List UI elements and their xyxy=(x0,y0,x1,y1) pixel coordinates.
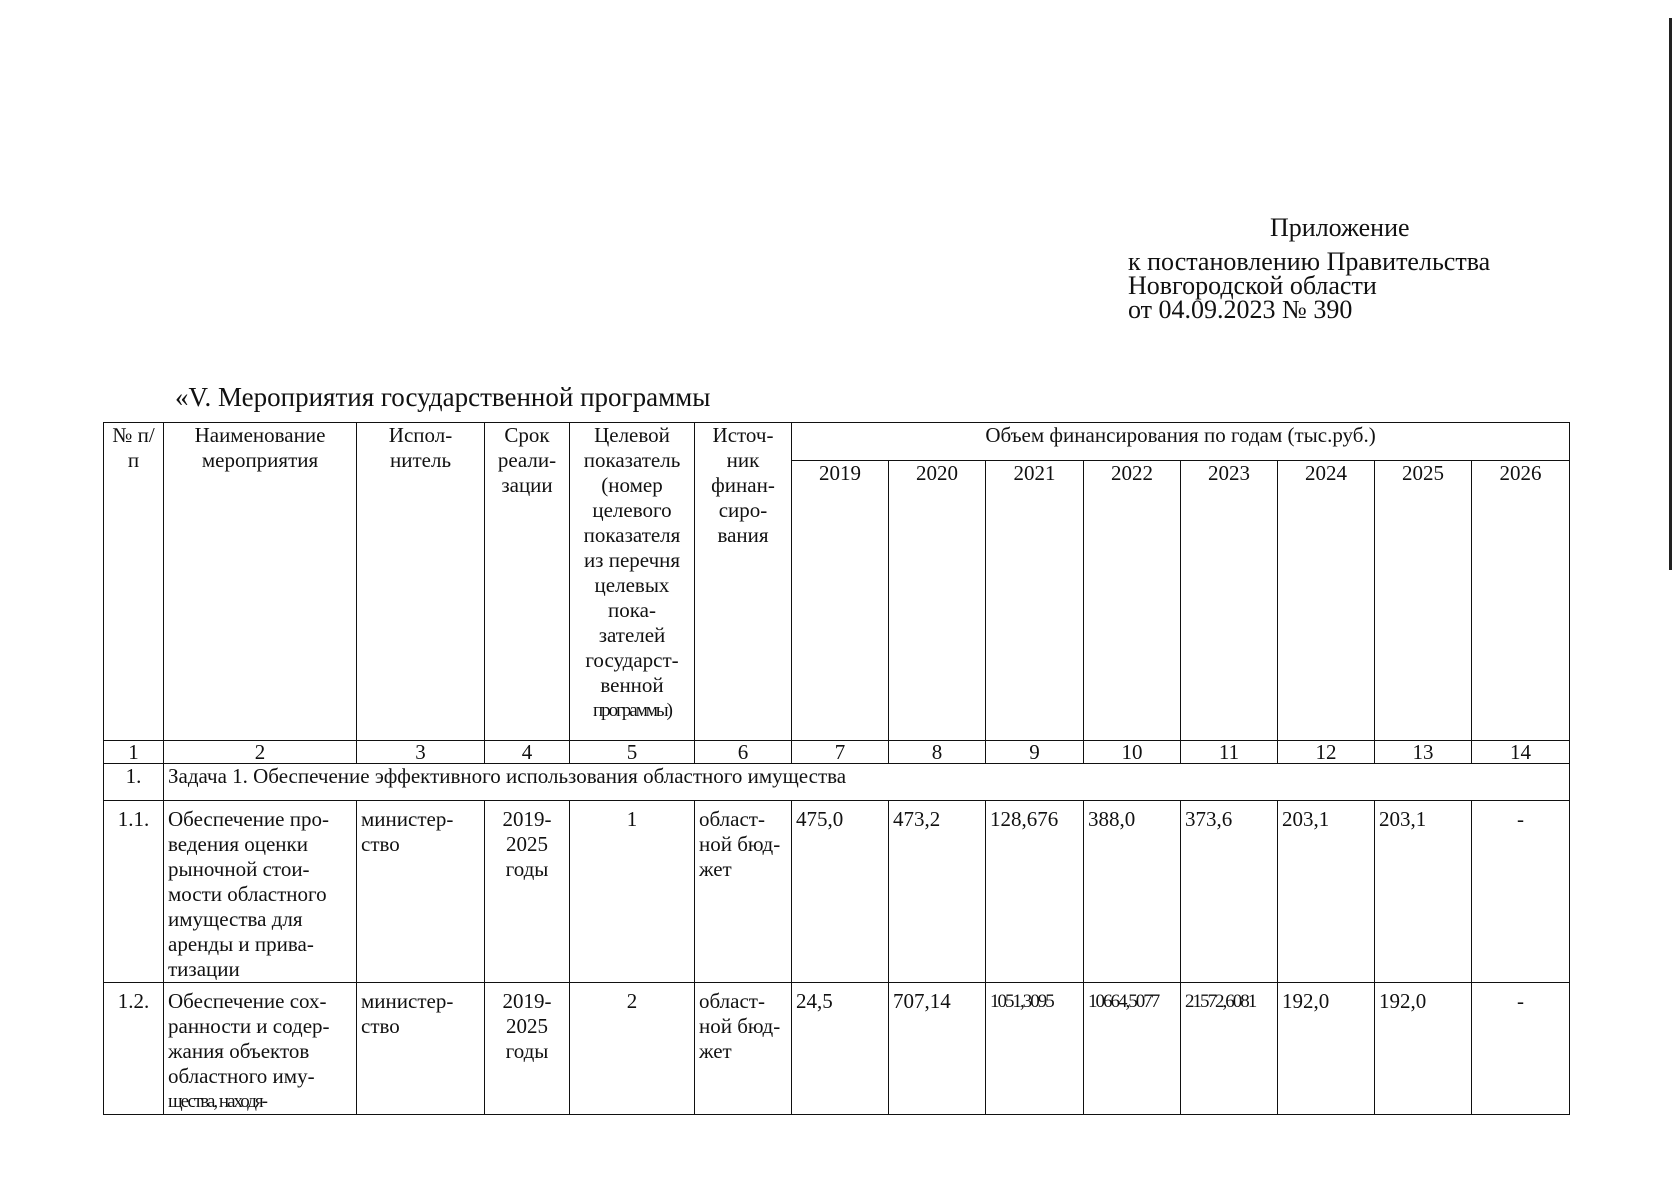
year-2020: 2020 xyxy=(889,461,986,741)
value-2025: 192,0 xyxy=(1375,983,1472,1115)
column-number: 10 xyxy=(1084,741,1181,764)
column-number: 2 xyxy=(164,741,357,764)
value-2022: 388,0 xyxy=(1084,801,1181,983)
year-2019: 2019 xyxy=(792,461,889,741)
column-number: 6 xyxy=(695,741,792,764)
column-number: 9 xyxy=(986,741,1084,764)
header-source: Источ- ник финан- сиро- вания xyxy=(695,423,792,741)
year-2024: 2024 xyxy=(1278,461,1375,741)
row-num: 1.1. xyxy=(104,801,164,983)
value-2023: 373,6 xyxy=(1181,801,1278,983)
measures-table xyxy=(103,422,1570,1115)
value-2021: 128,676 xyxy=(986,801,1084,983)
value-2020: 707,14 xyxy=(889,983,986,1115)
year-2026: 2026 xyxy=(1472,461,1570,741)
column-number: 4 xyxy=(485,741,570,764)
column-numbers-row xyxy=(104,741,1570,764)
appendix-heading: Приложение xyxy=(1270,213,1410,242)
header-name: Наименование мероприятия xyxy=(164,423,357,741)
year-2021: 2021 xyxy=(986,461,1084,741)
section-title: «V. Мероприятия государственной программы xyxy=(175,382,711,412)
row-executor: министер- ство xyxy=(357,983,485,1115)
task-row xyxy=(104,764,1570,801)
row-name-last: щества, находя- xyxy=(168,1091,266,1112)
value-2024: 203,1 xyxy=(1278,801,1375,983)
year-2023: 2023 xyxy=(1181,461,1278,741)
value-2023: 21572,6081 xyxy=(1181,983,1278,1115)
row-target: 2 xyxy=(570,983,695,1115)
column-number: 14 xyxy=(1472,741,1570,764)
row-name: Обеспечение про- ведения оценки рыночной стои- мости областного имущества для аренды и прива- тизации xyxy=(164,801,357,983)
row-num: 1.2. xyxy=(104,983,164,1115)
column-number: 8 xyxy=(889,741,986,764)
header-num: № п/п xyxy=(104,423,164,741)
scan-edge-line xyxy=(1669,18,1672,570)
appendix-line-3: от 04.09.2023 № 390 xyxy=(1128,295,1353,324)
value-2019: 24,5 xyxy=(792,983,889,1115)
row-source: област- ной бюд- жет xyxy=(695,801,792,983)
row-target: 1 xyxy=(570,801,695,983)
column-number: 5 xyxy=(570,741,695,764)
header-target xyxy=(570,423,695,741)
task-text: Задача 1. Обеспечение эффективного использования областного имущества xyxy=(164,764,1570,801)
task-num: 1. xyxy=(104,764,164,801)
value-2021: 1051,3095 xyxy=(986,983,1084,1115)
header-row xyxy=(104,423,1570,461)
row-term: 2019- 2025 годы xyxy=(485,801,570,983)
year-2022: 2022 xyxy=(1084,461,1181,741)
table-row xyxy=(104,801,1570,983)
value-2026: - xyxy=(1472,983,1570,1115)
header-executor: Испол- нитель xyxy=(357,423,485,741)
value-2022: 10664,5077 xyxy=(1084,983,1181,1115)
value-2025: 203,1 xyxy=(1375,801,1472,983)
row-name-text: Обеспечение сох- ранности и содер- жания объектов областного иму- xyxy=(168,989,330,1088)
header-funding: Объем финансирования по годам (тыс.руб.) xyxy=(792,423,1570,461)
appendix-line-1: к постановлению Правительства xyxy=(1128,247,1491,276)
value-2019: 475,0 xyxy=(792,801,889,983)
row-term: 2019- 2025 годы xyxy=(485,983,570,1115)
column-number: 1 xyxy=(104,741,164,764)
row-name xyxy=(164,983,357,1115)
header-target-text: Целевой показатель (номер целевого показателя из перечня целевых пока- зателей государст- венной xyxy=(583,423,681,697)
value-2026: - xyxy=(1472,801,1570,983)
header-term: Срок реали- зации xyxy=(485,423,570,741)
value-2024: 192,0 xyxy=(1278,983,1375,1115)
year-2025: 2025 xyxy=(1375,461,1472,741)
column-number: 12 xyxy=(1278,741,1375,764)
column-number: 7 xyxy=(792,741,889,764)
appendix-line-2: Новгородской области xyxy=(1128,271,1377,300)
value-2020: 473,2 xyxy=(889,801,986,983)
column-number: 13 xyxy=(1375,741,1472,764)
row-executor: министер- ство xyxy=(357,801,485,983)
appendix-block xyxy=(1128,213,1648,324)
column-number: 11 xyxy=(1181,741,1278,764)
column-number: 3 xyxy=(357,741,485,764)
table-row xyxy=(104,983,1570,1115)
row-source: област- ной бюд- жет xyxy=(695,983,792,1115)
header-target-last: программы) xyxy=(592,700,672,721)
